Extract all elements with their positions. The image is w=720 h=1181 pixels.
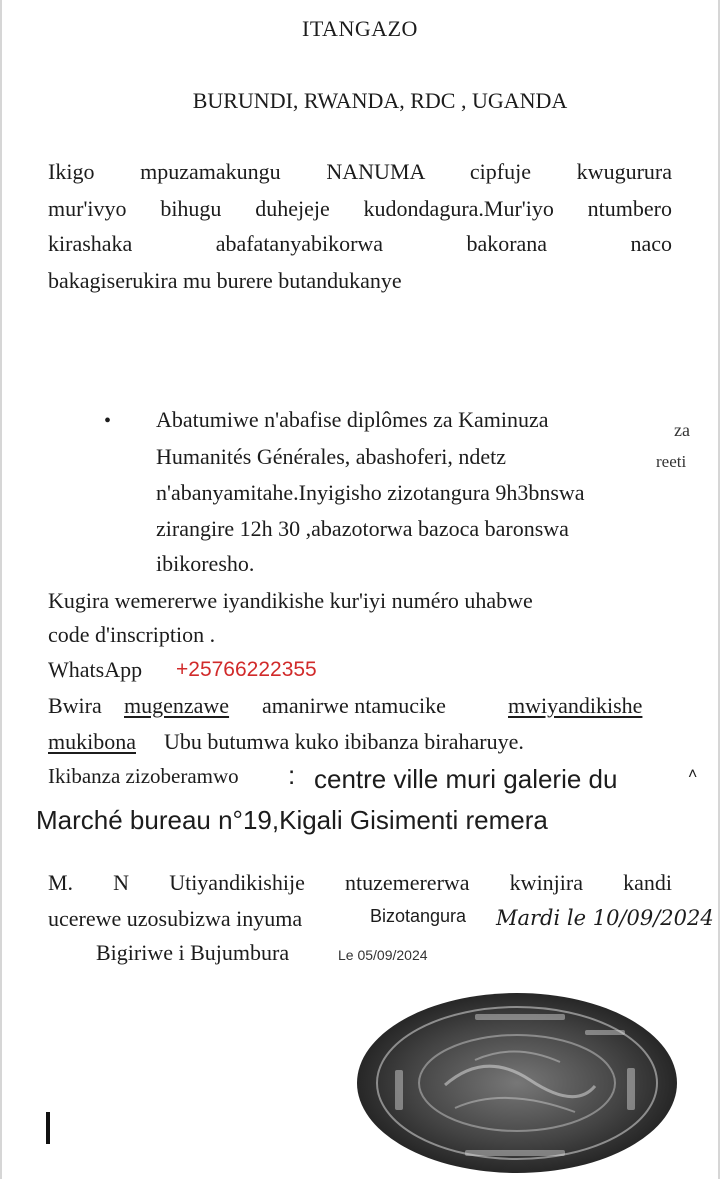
page-edge-left [0,0,2,1179]
location-mark: ˄ [688,766,698,783]
document-title: ITANGAZO [302,16,418,41]
register-line-1: Kugira wemererwe iyandikishe kur'iyi numéro uhabwe [48,588,533,613]
bullet-line-1: Abatumiwe n'abafise diplômes za Kaminuza [156,407,549,432]
intro-line-3: kirashaka abafatanyabikorwa bakorana naco [48,231,672,256]
sent-from: Bigiriwe i Bujumbura [96,940,290,965]
round-seal-stamp-icon [355,990,679,1181]
start-label: Bizotangura [370,906,467,926]
bullet-line-5: ibikoresho. [156,551,255,576]
countries-heading: BURUNDI, RWANDA, RDC , UGANDA [192,88,568,113]
bwira-line-1-b: mugenzawe [124,693,230,718]
intro-line-4: bakagiserukira mu burere butandukanye [48,268,402,293]
bullet-line-2: Humanités Générales, abashoferi, ndetz [156,444,507,469]
whatsapp-label: WhatsApp [48,657,143,682]
note-line-2: ucerewe uzosubizwa inyuma [48,906,303,931]
bwira-line-2-a: mukibona [48,729,136,754]
bullet-line-4: zirangire 12h 30 ,abazotorwa bazoca baronswa [156,516,569,541]
bwira-line-1-d: mwiyandikishe [508,693,643,718]
intro-line-2: mur'ivyo bihugu duhejeje kudondagura.Mur'iyo ntumbero [48,196,672,221]
bwira-line-2-b: Ubu butumwa kuko ibibanza biraharuye. [164,729,524,754]
intro-line-1: Ikigo mpuzamakungu NANUMA cipfuje kwugurura [48,159,672,184]
bwira-line-1-c: amanirwe ntamucike [262,693,446,718]
location-value-2: Marché bureau n°19,Kigali Gisimenti remera [36,805,548,835]
text-cursor-icon [46,1112,50,1144]
start-date: Mardi le 10/09/2024 [496,906,714,930]
location-label: Ikibanza zizoberamwo [48,764,239,788]
sent-date: Le 05/09/2024 [338,947,428,963]
bullet-line-3: n'abanyamitahe.Inyigisho zizotangura 9h3bnswa [156,480,585,505]
location-value-1: centre ville muri galerie du [314,764,618,794]
bullet-line-1-overlap: za [674,420,690,440]
bullet-marker: • [104,410,112,432]
whatsapp-number[interactable]: +25766222355 [176,658,317,681]
bullet-line-2-overlap: reeti [656,452,687,471]
bwira-line-1-a: Bwira [48,693,102,718]
note-line-1: M. N Utiyandikishije ntuzemererwa kwinjira kandi [48,870,672,895]
register-line-2: code d'inscription . [48,622,216,647]
location-colon: : [288,760,296,790]
